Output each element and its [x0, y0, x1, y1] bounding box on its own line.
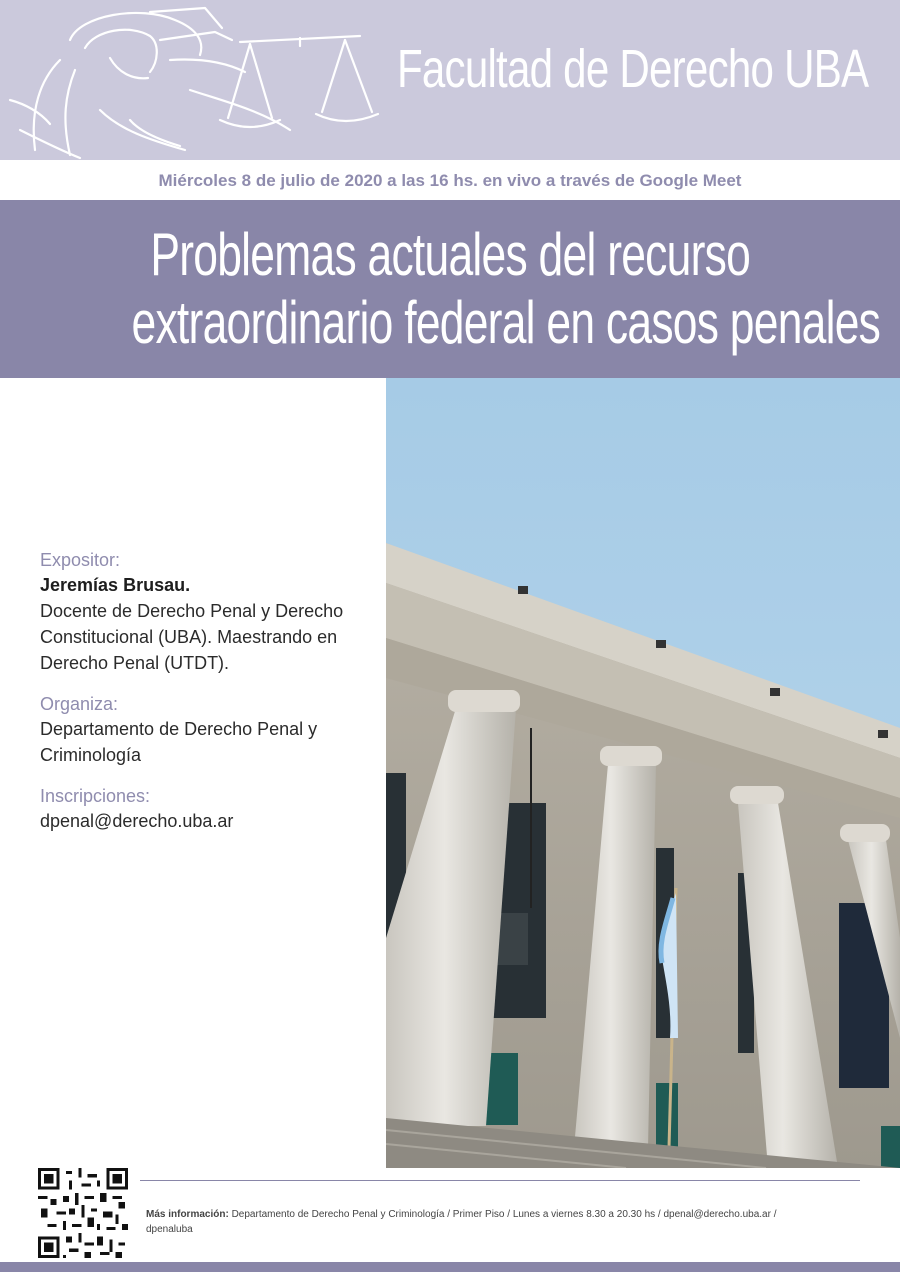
footer-divider — [140, 1180, 860, 1181]
event-date-line: Miércoles 8 de julio de 2020 a las 16 hs. en vivo a través de Google Meet — [0, 160, 900, 200]
expositor-bio-line-1: Docente de Derecho Penal y Derecho — [40, 601, 344, 621]
qr-code[interactable] — [38, 1168, 128, 1258]
organiza-block — [40, 692, 370, 768]
inscripciones-label: Inscripciones: — [40, 786, 151, 806]
header-band — [0, 0, 900, 160]
footer-more-info-line-1: Departamento de Derecho Penal y Criminología / Primer Piso / Lunes a viernes 8.30 a 20.30 hs / dpenal@derecho.uba.ar / — [231, 1209, 777, 1220]
expositor-label: Expositor: — [40, 550, 121, 570]
title-band — [0, 200, 900, 378]
justice-statue-illustration — [0, 0, 420, 160]
inscripciones-block — [40, 784, 370, 834]
footer-more-info — [146, 1207, 836, 1237]
faculty-building-photo — [386, 378, 900, 1168]
event-title-line-1-text: Problemas actuales del recurso — [150, 221, 750, 288]
footer-more-info-line-2: dpenaluba — [146, 1224, 193, 1235]
organiza-label: Organiza: — [40, 694, 119, 714]
expositor-bio-line-2: Constitucional (UBA). Maestrando en — [40, 627, 338, 647]
expositor-name: Jeremías Brusau. — [40, 575, 191, 595]
inscripciones-email[interactable]: dpenal@derecho.uba.ar — [40, 811, 234, 831]
event-title-line-1 — [0, 220, 900, 289]
organiza-line-1: Departamento de Derecho Penal y — [40, 719, 318, 739]
faculty-title: Facultad de Derecho UBA — [396, 39, 868, 99]
event-title-line-2-text: extraordinario federal en casos penales — [131, 289, 881, 356]
organiza-line-2: Criminología — [40, 745, 142, 765]
expositor-bio-line-3: Derecho Penal (UTDT). — [40, 653, 230, 673]
expositor-block — [40, 548, 370, 676]
info-column — [40, 548, 370, 850]
footer-more-info-label: Más información: — [146, 1209, 229, 1220]
bottom-bar — [0, 1262, 900, 1272]
event-title-line-2 — [0, 288, 900, 357]
